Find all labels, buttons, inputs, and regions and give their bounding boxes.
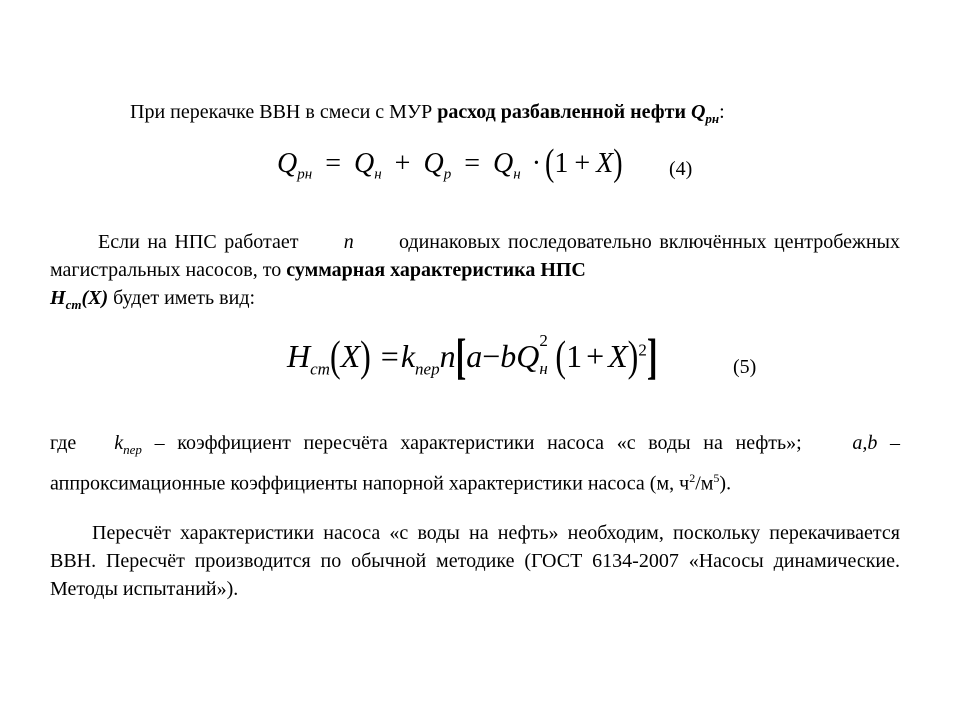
para1-h-symbol: H — [50, 287, 66, 309]
eq4-q-n-2: Q — [493, 148, 514, 179]
intro-text: При перекачке ВВН в смеси с МУР — [130, 101, 438, 123]
para1-text-before: Если на НПС работает — [98, 231, 299, 253]
eq5-minus: − — [482, 338, 501, 374]
para2-text2: – аппроксимационные коэффициенты напорной характеристики насоса (м, ч — [50, 432, 901, 495]
eq5-q-sq: 2 — [539, 331, 548, 350]
para3-text: Пересчёт характеристики насоса «с воды на нефть» необходим, поскольку перекачивается ВВН. Пересчёт производится по обычной методике (ГОСТ 6134-2007 «Насосы динамические. Методы испытаний»). — [50, 522, 900, 600]
equation-4 — [277, 142, 623, 185]
eq4-equals-2: = — [464, 148, 480, 179]
para2-sup5: 5 — [713, 471, 720, 485]
eq4-sub-rn: рн — [297, 166, 313, 183]
para2-where: где — [50, 432, 77, 454]
eq4-plus-2: + — [574, 148, 591, 179]
eq4-plus: + — [394, 148, 411, 179]
para1-h-arg: (X) — [81, 287, 109, 309]
eq5-b: b — [500, 338, 517, 374]
eq5-lparen: ( — [329, 331, 341, 381]
eq5-x: X — [340, 338, 361, 374]
intro-line — [130, 98, 850, 133]
para2-k: k — [114, 432, 124, 454]
equation-5 — [287, 327, 658, 384]
para2-ab: a,b — [852, 432, 878, 454]
eq5-a: a — [466, 338, 483, 374]
eq4-rparen: ) — [613, 142, 623, 185]
para2-end: ). — [719, 472, 732, 495]
para1-text-mid: одинаковых последовательно включённых центробежных магистральных насосов, то — [50, 231, 900, 281]
eq4-sub-r: р — [443, 166, 452, 183]
eq4-lparen: ( — [545, 142, 555, 185]
eq4-equals: = — [325, 148, 341, 179]
eq4-sub-n: н — [374, 166, 382, 183]
paragraph-recalc — [50, 519, 900, 603]
eq5-x-2: X — [608, 338, 628, 374]
paragraph-stations — [50, 228, 900, 319]
para1-n-var: n — [343, 231, 354, 253]
eq5-plus: + — [586, 338, 605, 374]
para1-text-after: будет иметь вид: — [108, 287, 256, 309]
eq5-h: H — [287, 338, 311, 374]
eq5-rparen-2: ) — [627, 331, 639, 381]
para2-sup2: 2 — [689, 471, 696, 485]
para2-slash-m: /м — [695, 472, 714, 495]
eq5-one: 1 — [566, 338, 583, 374]
para2-k-sub: пер — [123, 442, 142, 457]
eq4-q-r: Q — [423, 148, 444, 179]
eq5-equals: = — [380, 338, 399, 374]
intro-colon: : — [719, 101, 725, 123]
equation-5-number: (5) — [733, 356, 757, 378]
eq5-q: Q — [516, 338, 540, 374]
intro-bold-text: расход разбавленной нефти — [437, 101, 691, 123]
eq5-h-sub: ст — [310, 359, 330, 379]
para2-text1: – коэффициент пересчёта характеристики насоса «с воды на нефть»; — [141, 432, 802, 454]
eq5-k: k — [400, 338, 416, 374]
eq5-lparen-2: ( — [555, 331, 567, 381]
eq4-one: 1 — [554, 148, 569, 179]
para1-bold-text: суммарная характеристика НПС — [286, 259, 586, 281]
eq4-x: X — [596, 148, 614, 179]
eq5-rparen: ) — [360, 331, 371, 381]
eq4-q-rn: Q — [277, 148, 298, 179]
eq5-k-sub: пер — [415, 359, 440, 379]
eq5-sq: 2 — [638, 340, 647, 360]
equation-4-number: (4) — [669, 158, 693, 180]
eq5-rbracket: ] — [646, 327, 658, 384]
para1-h-sub: ст — [65, 297, 82, 312]
eq5-lbracket: [ — [455, 327, 467, 384]
intro-q-sub: рн — [705, 111, 720, 126]
paragraph-where — [50, 429, 900, 498]
eq5-n: n — [439, 338, 456, 374]
intro-q-symbol: Q — [690, 101, 706, 123]
eq5-q-sub: н — [539, 359, 548, 378]
eq4-q-n: Q — [353, 148, 375, 179]
eq4-sub-n-2: н — [513, 166, 521, 183]
eq4-dot: · — [531, 148, 542, 179]
